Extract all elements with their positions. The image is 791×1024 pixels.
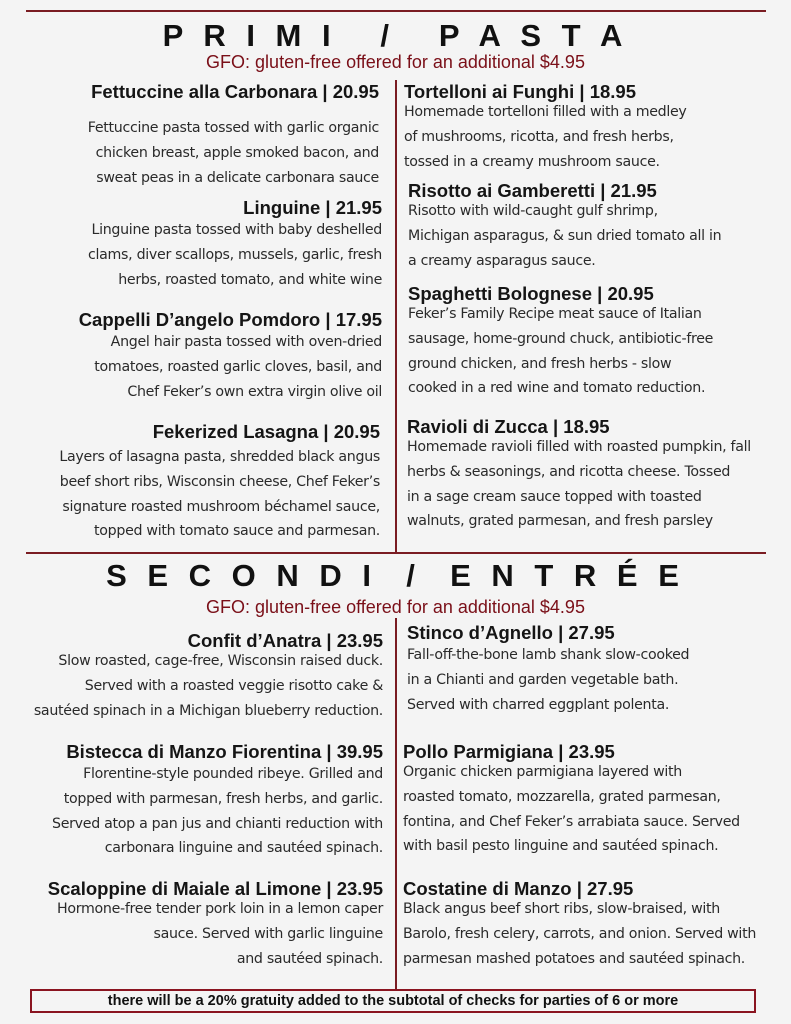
menu-item-description — [408, 199, 721, 273]
description-line: ground chicken, and fresh herbs - slow — [408, 355, 672, 372]
description-line: Fall-off-the-bone lamb shank slow-cooked — [407, 647, 690, 663]
description-line: sweat peas in a delicate carbonara sauce — [96, 169, 379, 186]
menu-item — [408, 180, 721, 273]
menu-item-title: Bistecca di Manzo Fiorentina | 39.95 — [66, 741, 383, 762]
menu-item-title: Cappelli D’angelo Pomdoro | 17.95 — [78, 309, 382, 330]
menu-item — [408, 283, 713, 401]
menu-item-title: Ravioli di Zucca | 18.95 — [407, 416, 610, 437]
section-title-secondi: S E C O N D I / E N T R É E — [106, 558, 685, 593]
description-line: sauce. Served with garlic linguine — [153, 925, 383, 942]
menu-item-title: Scaloppine di Maiale al Limone | 23.95 — [47, 878, 383, 899]
description-line: Florentine-style pounded ribeye. Grilled and — [83, 766, 383, 782]
menu-item-title: Costatine di Manzo | 27.95 — [403, 878, 634, 899]
description-line: fontina, and Chef Feker’s arrabiata sauce. Served — [403, 813, 740, 830]
gfo-note-secondi: GFO: gluten-free offered for an additional $4.95 — [206, 597, 585, 617]
menu-item-title: Tortelloni ai Funghi | 18.95 — [404, 81, 636, 102]
menu-item-description — [59, 445, 380, 544]
menu-item-title: Stinco d’Agnello | 27.95 — [407, 622, 615, 643]
description-line: Fettuccine pasta tossed with garlic organic — [87, 120, 379, 136]
description-line: a creamy asparagus sauce. — [408, 252, 596, 269]
menu-item-description — [407, 643, 689, 717]
menu-item-title: Spaghetti Bolognese | 20.95 — [408, 283, 654, 304]
menu-item — [52, 741, 383, 861]
description-line: of mushrooms, ricotta, and fresh herbs, — [404, 128, 674, 145]
section-divider — [26, 552, 766, 554]
description-line: sausage, home-ground chuck, antibiotic-free — [408, 330, 714, 347]
menu-item — [403, 878, 756, 971]
description-line: Hormone-free tender pork loin in a lemon caper — [56, 901, 383, 917]
description-line: Black angus beef short ribs, slow-braised, with — [403, 901, 720, 917]
menu-item-description — [79, 330, 382, 404]
description-line: Linguine pasta tossed with baby deshelled — [91, 222, 382, 238]
description-line: tossed in a creamy mushroom sauce. — [404, 153, 660, 170]
description-line: Homemade ravioli filled with roasted pumpkin, fall — [407, 439, 751, 455]
menu-item-description — [403, 760, 740, 859]
description-line: Homemade tortelloni filled with a medley — [404, 104, 687, 120]
menu-item-title: Confit d’Anatra | 23.95 — [187, 630, 383, 651]
description-line: Slow roasted, cage-free, Wisconsin raised duck. — [58, 653, 383, 669]
gratuity-notice: there will be a 20% gratuity added to the subtotal of checks for parties of 6 or more — [30, 989, 756, 1013]
menu-item — [404, 81, 687, 174]
description-line: in a sage cream sauce topped with toasted — [407, 488, 702, 505]
top-rule — [26, 10, 766, 12]
menu-item-title: Risotto ai Gamberetti | 21.95 — [408, 180, 657, 201]
gfo-note-primi: GFO: gluten-free offered for an additional $4.95 — [206, 52, 585, 72]
description-line: cooked in a red wine and tomato reduction. — [408, 380, 706, 397]
menu-item — [88, 81, 379, 190]
menu-item — [34, 630, 383, 723]
description-line: Chef Feker’s own extra virgin olive oil — [127, 383, 382, 400]
description-line: in a Chianti and garden vegetable bath. — [407, 671, 679, 688]
description-line: beef short ribs, Wisconsin cheese, Chef Feker’s — [59, 473, 380, 490]
description-line: topped with tomato sauce and parmesan. — [94, 523, 380, 540]
menu-item-description — [52, 762, 383, 861]
menu-item-description — [88, 218, 382, 292]
description-line: parmesan mashed potatoes and sautéed spinach. — [403, 950, 746, 967]
menu-item-description — [48, 897, 383, 971]
description-line: Layers of lasagna pasta, shredded black angus — [59, 449, 380, 465]
menu-item-title: Fekerized Lasagna | 20.95 — [152, 421, 380, 442]
menu-item — [407, 416, 751, 534]
menu-item-description — [408, 302, 713, 401]
description-line: carbonara linguine and sautéed spinach. — [104, 840, 383, 857]
menu-item-description — [34, 649, 383, 723]
description-line: Feker’s Family Recipe meat sauce of Italian — [408, 306, 702, 322]
menu-item — [403, 741, 740, 859]
menu-item — [407, 622, 689, 717]
description-line: Barolo, fresh celery, carrots, and onion. Served with — [403, 925, 757, 942]
description-line: tomatoes, roasted garlic cloves, basil, and — [94, 358, 382, 375]
menu-item-title: Linguine | 21.95 — [243, 197, 382, 218]
description-line: Risotto with wild-caught gulf shrimp, — [408, 203, 658, 219]
menu-item-description — [407, 435, 751, 534]
description-line: Angel hair pasta tossed with oven-dried — [110, 334, 382, 350]
description-line: roasted tomato, mozzarella, grated parmesan, — [403, 788, 721, 805]
description-line: sautéed spinach in a Michigan blueberry reduction. — [33, 702, 383, 719]
description-line: clams, diver scallops, mussels, garlic, fresh — [88, 246, 382, 263]
description-line: Michigan asparagus, & sun dried tomato all in — [408, 227, 722, 244]
menu-item-description — [403, 897, 756, 971]
menu-item-title: Fettuccine alla Carbonara | 20.95 — [91, 81, 379, 102]
description-line: signature roasted mushroom béchamel sauce, — [62, 498, 380, 515]
description-line: Served with a roasted veggie risotto cake & — [84, 677, 383, 694]
description-line: walnuts, grated parmesan, and fresh parsley — [407, 513, 713, 530]
menu-item — [59, 421, 380, 544]
column-divider-secondi — [395, 618, 397, 990]
description-line: with basil pesto linguine and sautéed spinach. — [403, 838, 719, 855]
menu-item-title: Pollo Parmigiana | 23.95 — [403, 741, 615, 762]
description-line: Served with charred eggplant polenta. — [407, 696, 670, 713]
description-line: topped with parmesan, fresh herbs, and garlic. — [63, 790, 383, 807]
menu-item — [88, 197, 382, 292]
section-title-primi: P R I M I / P A S T A — [162, 18, 629, 53]
description-line: Served atop a pan jus and chianti reduction with — [52, 815, 383, 832]
description-line: Organic chicken parmigiana layered with — [403, 764, 682, 780]
menu-item-description — [88, 116, 379, 190]
column-divider-primi — [395, 80, 397, 552]
description-line: herbs & seasonings, and ricotta cheese. Tossed — [407, 463, 731, 480]
menu-item — [48, 878, 383, 971]
menu-item-description — [404, 100, 687, 174]
menu-item — [79, 309, 382, 404]
description-line: and sautéed spinach. — [236, 950, 383, 967]
description-line: chicken breast, apple smoked bacon, and — [95, 144, 379, 161]
description-line: herbs, roasted tomato, and white wine — [118, 271, 382, 288]
